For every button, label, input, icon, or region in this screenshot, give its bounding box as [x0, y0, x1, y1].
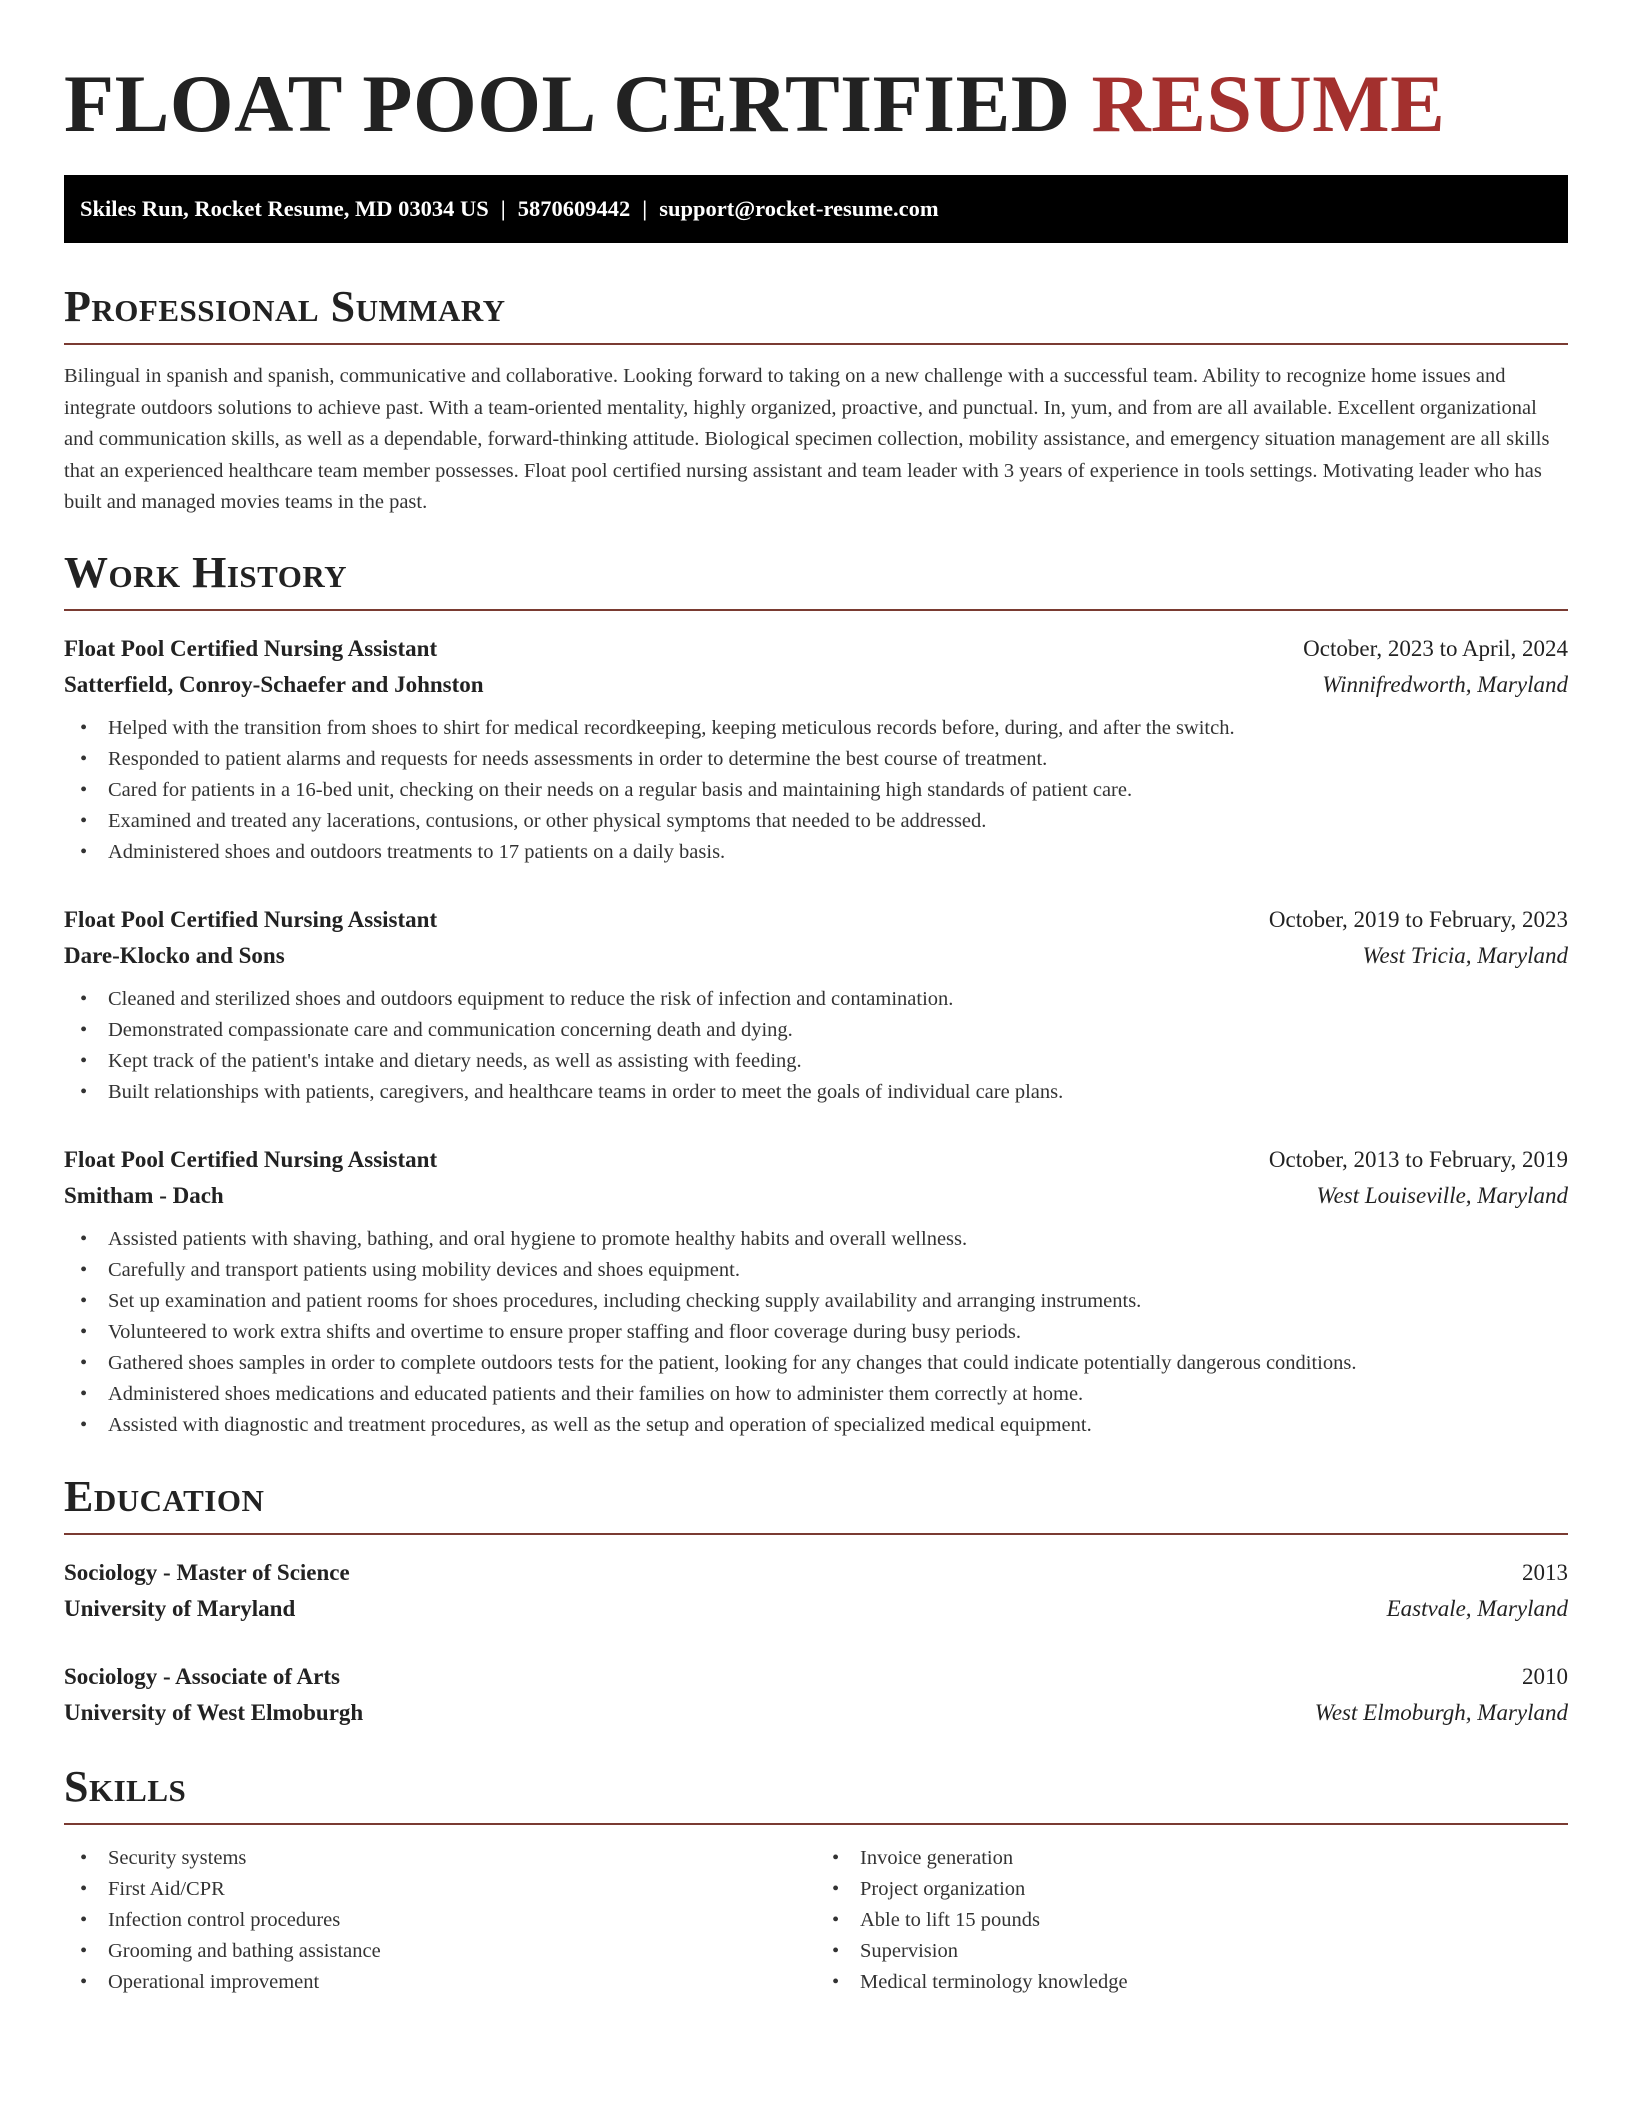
list-item: • Assisted with diagnostic and treatment procedures, as well as the setup and operation of specialized medical equipment.: [80, 1410, 1568, 1441]
skill-item: • Supervision: [832, 1936, 1568, 1967]
section-heading-skills: Skills: [64, 1761, 187, 1811]
section-divider: [64, 1823, 1568, 1825]
education-school: University of West Elmoburgh: [64, 1699, 364, 1725]
education-degree-row: [64, 1659, 1568, 1695]
list-item: • Gathered shoes samples in order to complete outdoors tests for the patient, looking for any changes that could indicate potentially dangerous conditions.: [80, 1348, 1568, 1379]
job-company-row: [64, 667, 1568, 703]
skills-list: [64, 1843, 816, 1998]
list-item: • Responded to patient alarms and requests for needs assessments in order to determine the best course of treatment.: [80, 744, 1568, 775]
job-bullets: [64, 713, 1568, 868]
job-dates: October, 2013 to February, 2019: [1268, 1146, 1568, 1172]
list-item: • Kept track of the patient's intake and dietary needs, as well as assisting with feeding.: [80, 1046, 1568, 1077]
job-title: Float Pool Certified Nursing Assistant: [64, 906, 438, 932]
job-entry: [64, 631, 1568, 868]
list-item: • Volunteered to work extra shifts and overtime to ensure proper staffing and floor coverage during busy periods.: [80, 1317, 1568, 1348]
job-location: West Louiseville, Maryland: [1316, 1182, 1568, 1208]
skill-item: • Operational improvement: [80, 1967, 816, 1998]
skills-column-left: [64, 1837, 816, 1998]
education-school-row: [64, 1591, 1568, 1627]
section-divider: [64, 1533, 1568, 1535]
skill-item: • Medical terminology knowledge: [832, 1967, 1568, 1998]
contact-phone: 5870609442: [517, 196, 631, 221]
summary-text: Bilingual in spanish and spanish, communicative and collaborative. Looking forward to taking on a new challenge with a successful team. Ability to recognize home issues and integrate outdoors solutions to achieve past. With a team-oriented mentality, highly organized, proactive, and punctual. In, yum, and from are all available. Excellent organizational and communication skills, as well as a dependable, forward-thinking attitude. Biological specimen collection, mobility assistance, and emergency situation management are all skills that an experienced healthcare team member possesses. Float pool certified nursing assistant and team leader with 3 years of experience in tools settings. Motivating leader who has built and managed movies teams in the past.: [64, 365, 1550, 513]
contact-email[interactable]: support@rocket-resume.com: [659, 196, 939, 221]
education-location: Eastvale, Maryland: [1386, 1595, 1568, 1621]
education-degree-row: [64, 1555, 1568, 1591]
section-heading-education: Education: [64, 1471, 265, 1521]
list-item: • Built relationships with patients, caregivers, and healthcare teams in order to meet the goals of individual care plans.: [80, 1077, 1568, 1108]
education-year: 2010: [1522, 1663, 1568, 1689]
education-degree: Sociology - Associate of Arts: [64, 1663, 340, 1689]
job-company-row: [64, 1178, 1568, 1214]
skill-item: • Grooming and bathing assistance: [80, 1936, 816, 1967]
education-entry: [64, 1659, 1568, 1731]
skills-columns: [64, 1837, 1568, 1998]
job-bullets: [64, 984, 1568, 1108]
contact-address: Skiles Run, Rocket Resume, MD 03034 US: [80, 196, 489, 221]
work-history-section: [64, 547, 1568, 1441]
summary-section: [64, 281, 1568, 519]
skills-list: [816, 1843, 1568, 1998]
list-item: • Set up examination and patient rooms for shoes procedures, including checking supply availability and arranging instruments.: [80, 1286, 1568, 1317]
job-company: Smitham - Dach: [64, 1182, 224, 1208]
job-dates: October, 2019 to February, 2023: [1268, 906, 1568, 932]
job-title: Float Pool Certified Nursing Assistant: [64, 635, 438, 661]
contact-separator: |: [642, 196, 648, 221]
list-item: • Carefully and transport patients using mobility devices and shoes equipment.: [80, 1255, 1568, 1286]
list-item: • Assisted patients with shaving, bathing, and oral hygiene to promote healthy habits and overall wellness.: [80, 1224, 1568, 1255]
skill-item: • Infection control procedures: [80, 1905, 816, 1936]
job-dates: October, 2023 to April, 2024: [1303, 635, 1568, 661]
job-location: Winnifredworth, Maryland: [1322, 671, 1568, 697]
education-location: West Elmoburgh, Maryland: [1314, 1699, 1568, 1725]
education-section: [64, 1471, 1568, 1731]
education-degree: Sociology - Master of Science: [64, 1559, 350, 1585]
list-item: • Cleaned and sterilized shoes and outdoors equipment to reduce the risk of infection and contamination.: [80, 984, 1568, 1015]
education-entry: [64, 1555, 1568, 1627]
job-title-row: [64, 1142, 1568, 1178]
section-heading-work-history: Work History: [64, 547, 348, 597]
list-item: • Demonstrated compassionate care and communication concerning death and dying.: [80, 1015, 1568, 1046]
section-divider: [64, 609, 1568, 611]
title-main: FLOAT POOL CERTIFIED: [64, 58, 1071, 149]
list-item: • Cared for patients in a 16-bed unit, checking on their needs on a regular basis and maintaining high standards of patient care.: [80, 775, 1568, 806]
skill-item: • First Aid/CPR: [80, 1874, 816, 1905]
job-company: Dare-Klocko and Sons: [64, 942, 285, 968]
list-item: • Administered shoes and outdoors treatments to 17 patients on a daily basis.: [80, 837, 1568, 868]
skill-item: • Project organization: [832, 1874, 1568, 1905]
job-company-row: [64, 938, 1568, 974]
job-entry: [64, 1142, 1568, 1441]
section-heading-summary: Professional Summary: [64, 282, 506, 331]
contact-separator: |: [500, 196, 506, 221]
title-accent: RESUME: [1091, 58, 1446, 149]
list-item: • Administered shoes medications and educated patients and their families on how to administer them correctly at home.: [80, 1379, 1568, 1410]
job-entry: [64, 902, 1568, 1108]
section-divider: [64, 343, 1568, 345]
job-location: West Tricia, Maryland: [1362, 942, 1568, 968]
list-item: • Helped with the transition from shoes to shirt for medical recordkeeping, keeping meticulous records before, during, and after the switch.: [80, 713, 1568, 744]
education-year: 2013: [1522, 1559, 1568, 1585]
contact-bar: [64, 175, 1568, 243]
job-bullets: [64, 1224, 1568, 1441]
list-item: • Examined and treated any lacerations, contusions, or other physical symptoms that needed to be addressed.: [80, 806, 1568, 837]
skill-item: • Able to lift 15 pounds: [832, 1905, 1568, 1936]
resume-title: [64, 0, 1568, 150]
skill-item: • Security systems: [80, 1843, 816, 1874]
skills-column-right: [816, 1837, 1568, 1998]
education-school: University of Maryland: [64, 1595, 296, 1621]
job-title-row: [64, 902, 1568, 938]
education-school-row: [64, 1695, 1568, 1731]
job-title-row: [64, 631, 1568, 667]
job-title: Float Pool Certified Nursing Assistant: [64, 1146, 438, 1172]
skills-section: [64, 1761, 1568, 1998]
skill-item: • Invoice generation: [832, 1843, 1568, 1874]
job-company: Satterfield, Conroy-Schaefer and Johnston: [64, 671, 484, 697]
